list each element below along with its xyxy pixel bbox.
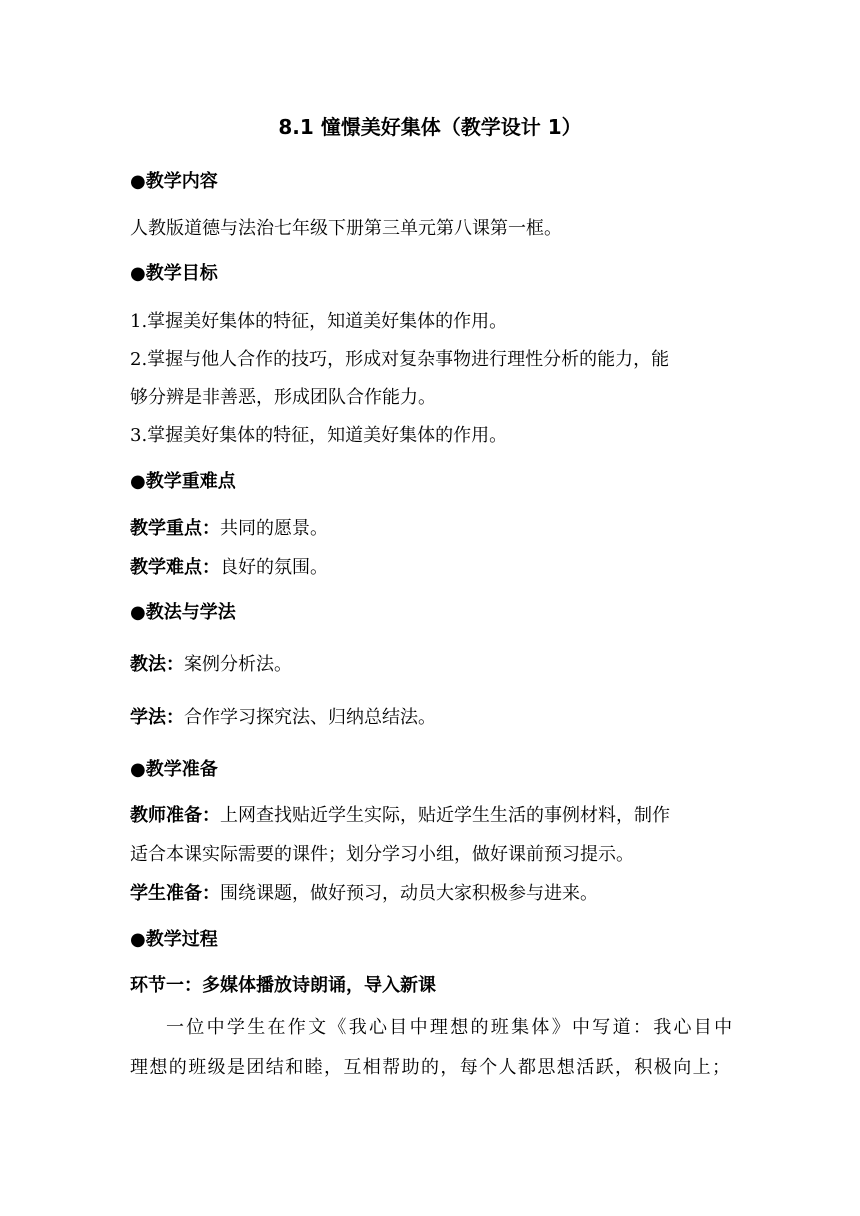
heading-goals: ●教学目标 [130, 263, 218, 284]
heading-methods: ●教法与学法 [130, 602, 236, 623]
teacher-prep-cont: 适合本课实际需要的课件；划分学习小组，做好课前预习提示。 [130, 844, 634, 865]
learn-method-row [130, 706, 436, 730]
student-prep-label: 学生准备： [130, 883, 220, 904]
content-text: 人教版道德与法治七年级下册第三单元第八课第一框。 [130, 218, 562, 239]
step-1-title: 环节一：多媒体播放诗朗诵，导入新课 [130, 975, 436, 996]
heading-preparation: ●教学准备 [130, 759, 218, 780]
teach-method-text: 案例分析法。 [184, 654, 292, 675]
goal-item-2-cont: 够分辨是非善恶，形成团队合作能力。 [130, 387, 436, 408]
learn-method-text: 合作学习探究法、归纳总结法。 [184, 707, 436, 728]
goal-item-1: 1.掌握美好集体的特征，知道美好集体的作用。 [130, 311, 508, 332]
heading-process: ●教学过程 [130, 929, 218, 950]
difficulty-text: 良好的氛围。 [220, 557, 328, 578]
student-prep-text: 围绕课题，做好预习，动员大家积极参与进来。 [220, 883, 598, 904]
goal-item-3: 3.掌握美好集体的特征，知道美好集体的作用。 [130, 425, 508, 446]
focus-text: 共同的愿景。 [220, 518, 328, 539]
document-title: 8.1 憧憬美好集体（教学设计 1） [278, 115, 582, 139]
teacher-prep-label: 教师准备： [130, 805, 220, 826]
student-prep-row [130, 882, 598, 906]
process-paragraph-line-1: 一位中学生在作文《我心目中理想的班集体》中写道：我心目中 [166, 1017, 735, 1038]
focus-row [130, 517, 328, 541]
goal-item-2: 2.掌握与他人合作的技巧，形成对复杂事物进行理性分析的能力，能 [130, 349, 670, 370]
heading-content: ●教学内容 [130, 171, 218, 192]
learn-method-label: 学法： [130, 707, 184, 728]
teacher-prep-text: 上网查找贴近学生实际，贴近学生生活的事例材料，制作 [220, 805, 670, 826]
process-paragraph-line-2: 理想的班级是团结和睦，互相帮助的，每个人都思想活跃，积极向上； [130, 1057, 732, 1078]
focus-label: 教学重点： [130, 518, 220, 539]
teacher-prep-row [130, 804, 670, 828]
difficulty-row [130, 556, 328, 580]
teach-method-label: 教法： [130, 654, 184, 675]
heading-key-points: ●教学重难点 [130, 471, 236, 492]
teach-method-row [130, 653, 292, 677]
difficulty-label: 教学难点： [130, 557, 220, 578]
